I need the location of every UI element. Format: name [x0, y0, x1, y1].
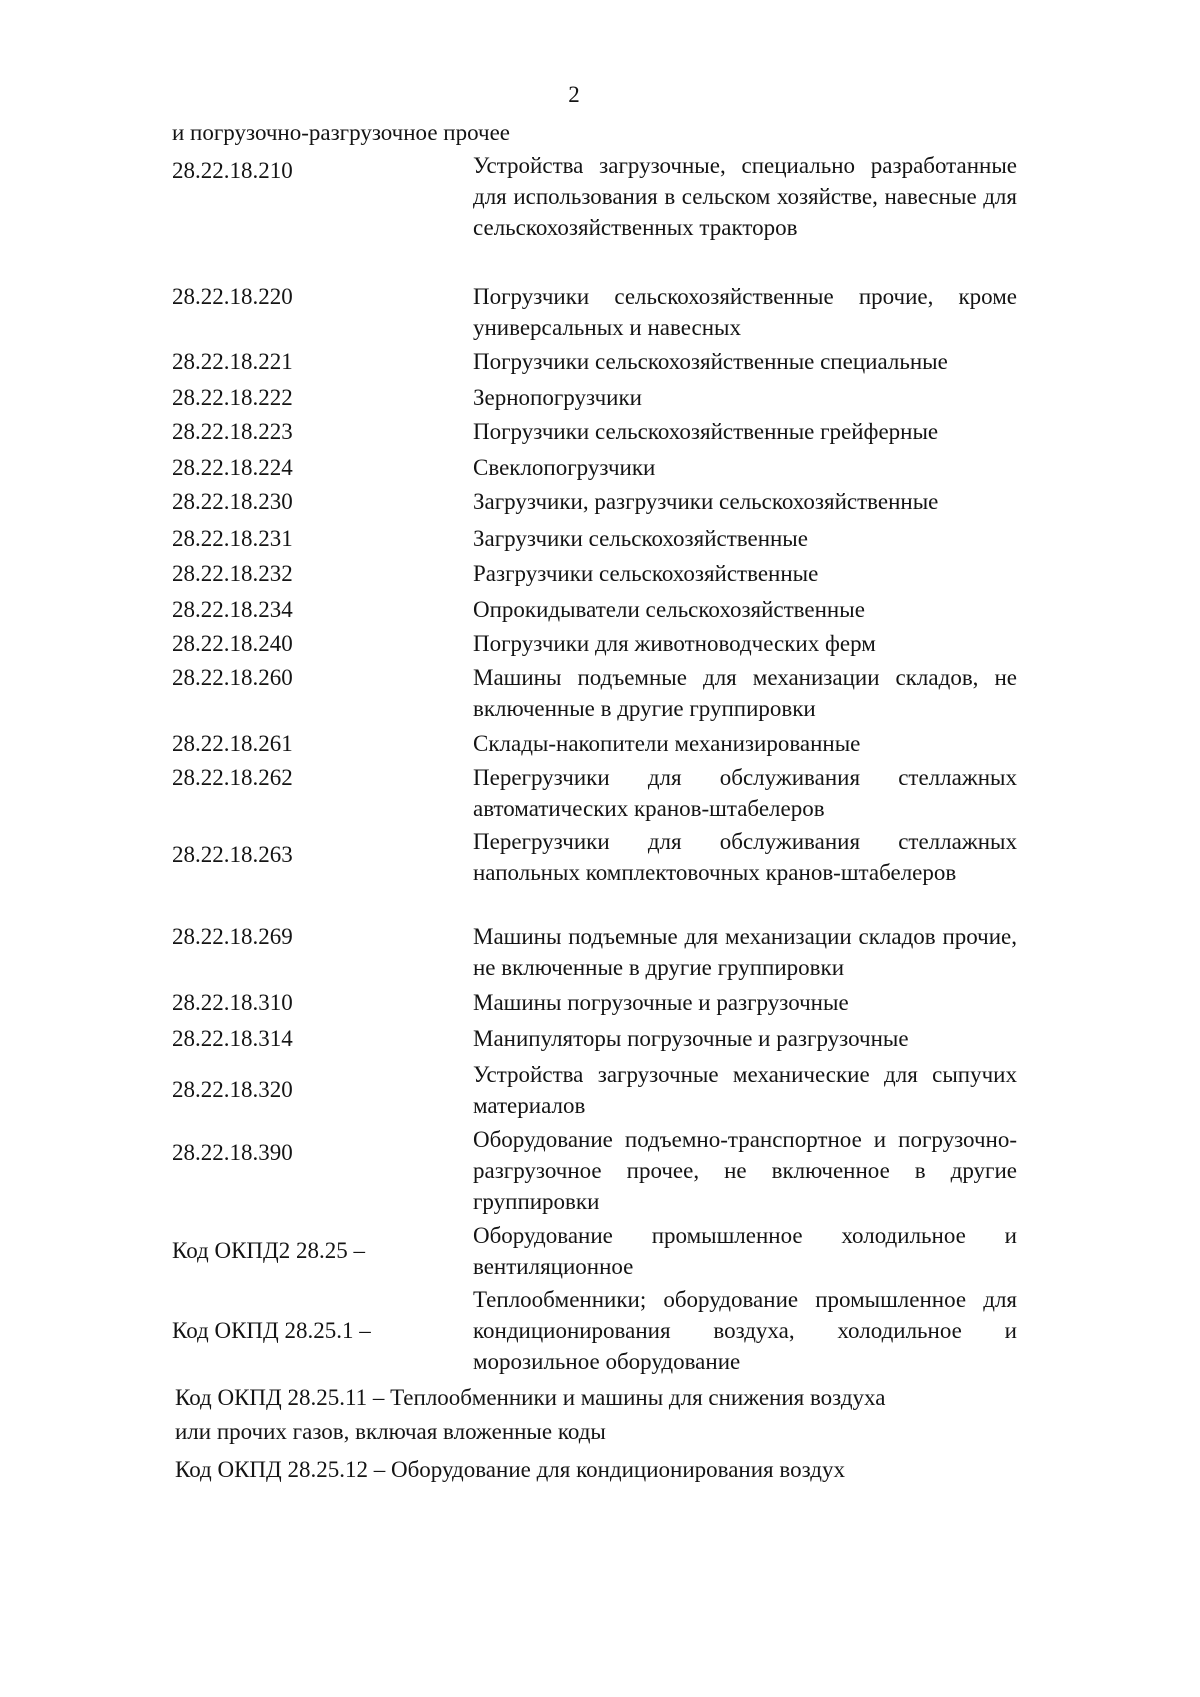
row-description: Оборудование подъемно-транспортное и погрузочно-разгрузочное прочее, не включенное в другие группировки [473, 1127, 1017, 1214]
row-code: 28.22.18.220 [172, 284, 293, 309]
row-code: 28.22.18.310 [172, 990, 293, 1015]
row-code: 28.22.18.221 [172, 349, 293, 374]
row-code: 28.22.18.261 [172, 731, 293, 756]
row-description: Устройства загрузочные, специально разработанные для использования в сельском хозяйстве, навесные для сельскохозяйственных тракторов [473, 153, 1017, 240]
row-code: 28.22.18.210 [172, 158, 293, 183]
row-code: 28.22.18.320 [172, 1077, 293, 1102]
row-code: 28.22.18.240 [172, 631, 293, 656]
row-description: Машины подъемные для механизации складов, не включенные в другие группировки [473, 665, 1017, 721]
full-line: или прочих газов, включая вложенные коды [175, 1419, 606, 1444]
row-description: Устройства загрузочные механические для сыпучих материалов [473, 1062, 1017, 1118]
row-code: Код ОКПД2 28.25 – [172, 1238, 365, 1263]
row-description: Оборудование промышленное холодильное и вентиляционное [473, 1223, 1017, 1279]
row-code: 28.22.18.390 [172, 1140, 293, 1165]
row-description: Зернопогрузчики [473, 385, 642, 410]
row-description: Склады-накопители механизированные [473, 731, 861, 756]
row-description: Погрузчики сельскохозяйственные грейферные [473, 419, 939, 444]
full-line: Код ОКПД 28.25.12 – Оборудование для кондиционирования воздух [175, 1457, 845, 1482]
row-code: 28.22.18.231 [172, 526, 293, 551]
row-description: Загрузчики, разгрузчики сельскохозяйственные [473, 489, 939, 514]
row-code: 28.22.18.262 [172, 765, 293, 790]
row-description: Теплообменники; оборудование промышленное для кондиционирования воздуха, холодильное и морозильное оборудование [473, 1287, 1017, 1374]
row-description: Перегрузчики для обслуживания стеллажных автоматических кранов-штабелеров [473, 765, 1017, 821]
row-code: 28.22.18.263 [172, 842, 293, 867]
row-code: 28.22.18.260 [172, 665, 293, 690]
row-code: 28.22.18.224 [172, 455, 293, 480]
row-description: Погрузчики сельскохозяйственные прочие, кроме универсальных и навесных [473, 284, 1017, 340]
row-code: 28.22.18.222 [172, 385, 293, 410]
row-description: Разгрузчики сельскохозяйственные [473, 561, 819, 586]
row-description: Загрузчики сельскохозяйственные [473, 526, 808, 551]
row-code: 28.22.18.314 [172, 1026, 293, 1051]
continuation-text: и погрузочно-разгрузочное прочее [172, 120, 510, 145]
row-code: 28.22.18.223 [172, 419, 293, 444]
row-description: Свеклопогрузчики [473, 455, 656, 480]
row-description: Машины подъемные для механизации складов прочие, не включенные в другие группировки [473, 924, 1017, 980]
row-code: 28.22.18.234 [172, 597, 293, 622]
page-number: 2 [568, 82, 580, 107]
row-description: Машины погрузочные и разгрузочные [473, 990, 849, 1015]
row-description: Опрокидыватели сельскохозяйственные [473, 597, 865, 622]
row-code: 28.22.18.232 [172, 561, 293, 586]
full-line: Код ОКПД 28.25.11 – Теплообменники и машины для снижения воздуха [175, 1385, 886, 1410]
row-description: Перегрузчики для обслуживания стеллажных напольных комплектовочных кранов-штабелеров [473, 829, 1017, 885]
row-code: Код ОКПД 28.25.1 – [172, 1318, 371, 1343]
row-description: Погрузчики для животноводческих ферм [473, 631, 876, 656]
row-description: Манипуляторы погрузочные и разгрузочные [473, 1026, 909, 1051]
row-code: 28.22.18.269 [172, 924, 293, 949]
row-description: Погрузчики сельскохозяйственные специальные [473, 349, 948, 374]
row-code: 28.22.18.230 [172, 489, 293, 514]
